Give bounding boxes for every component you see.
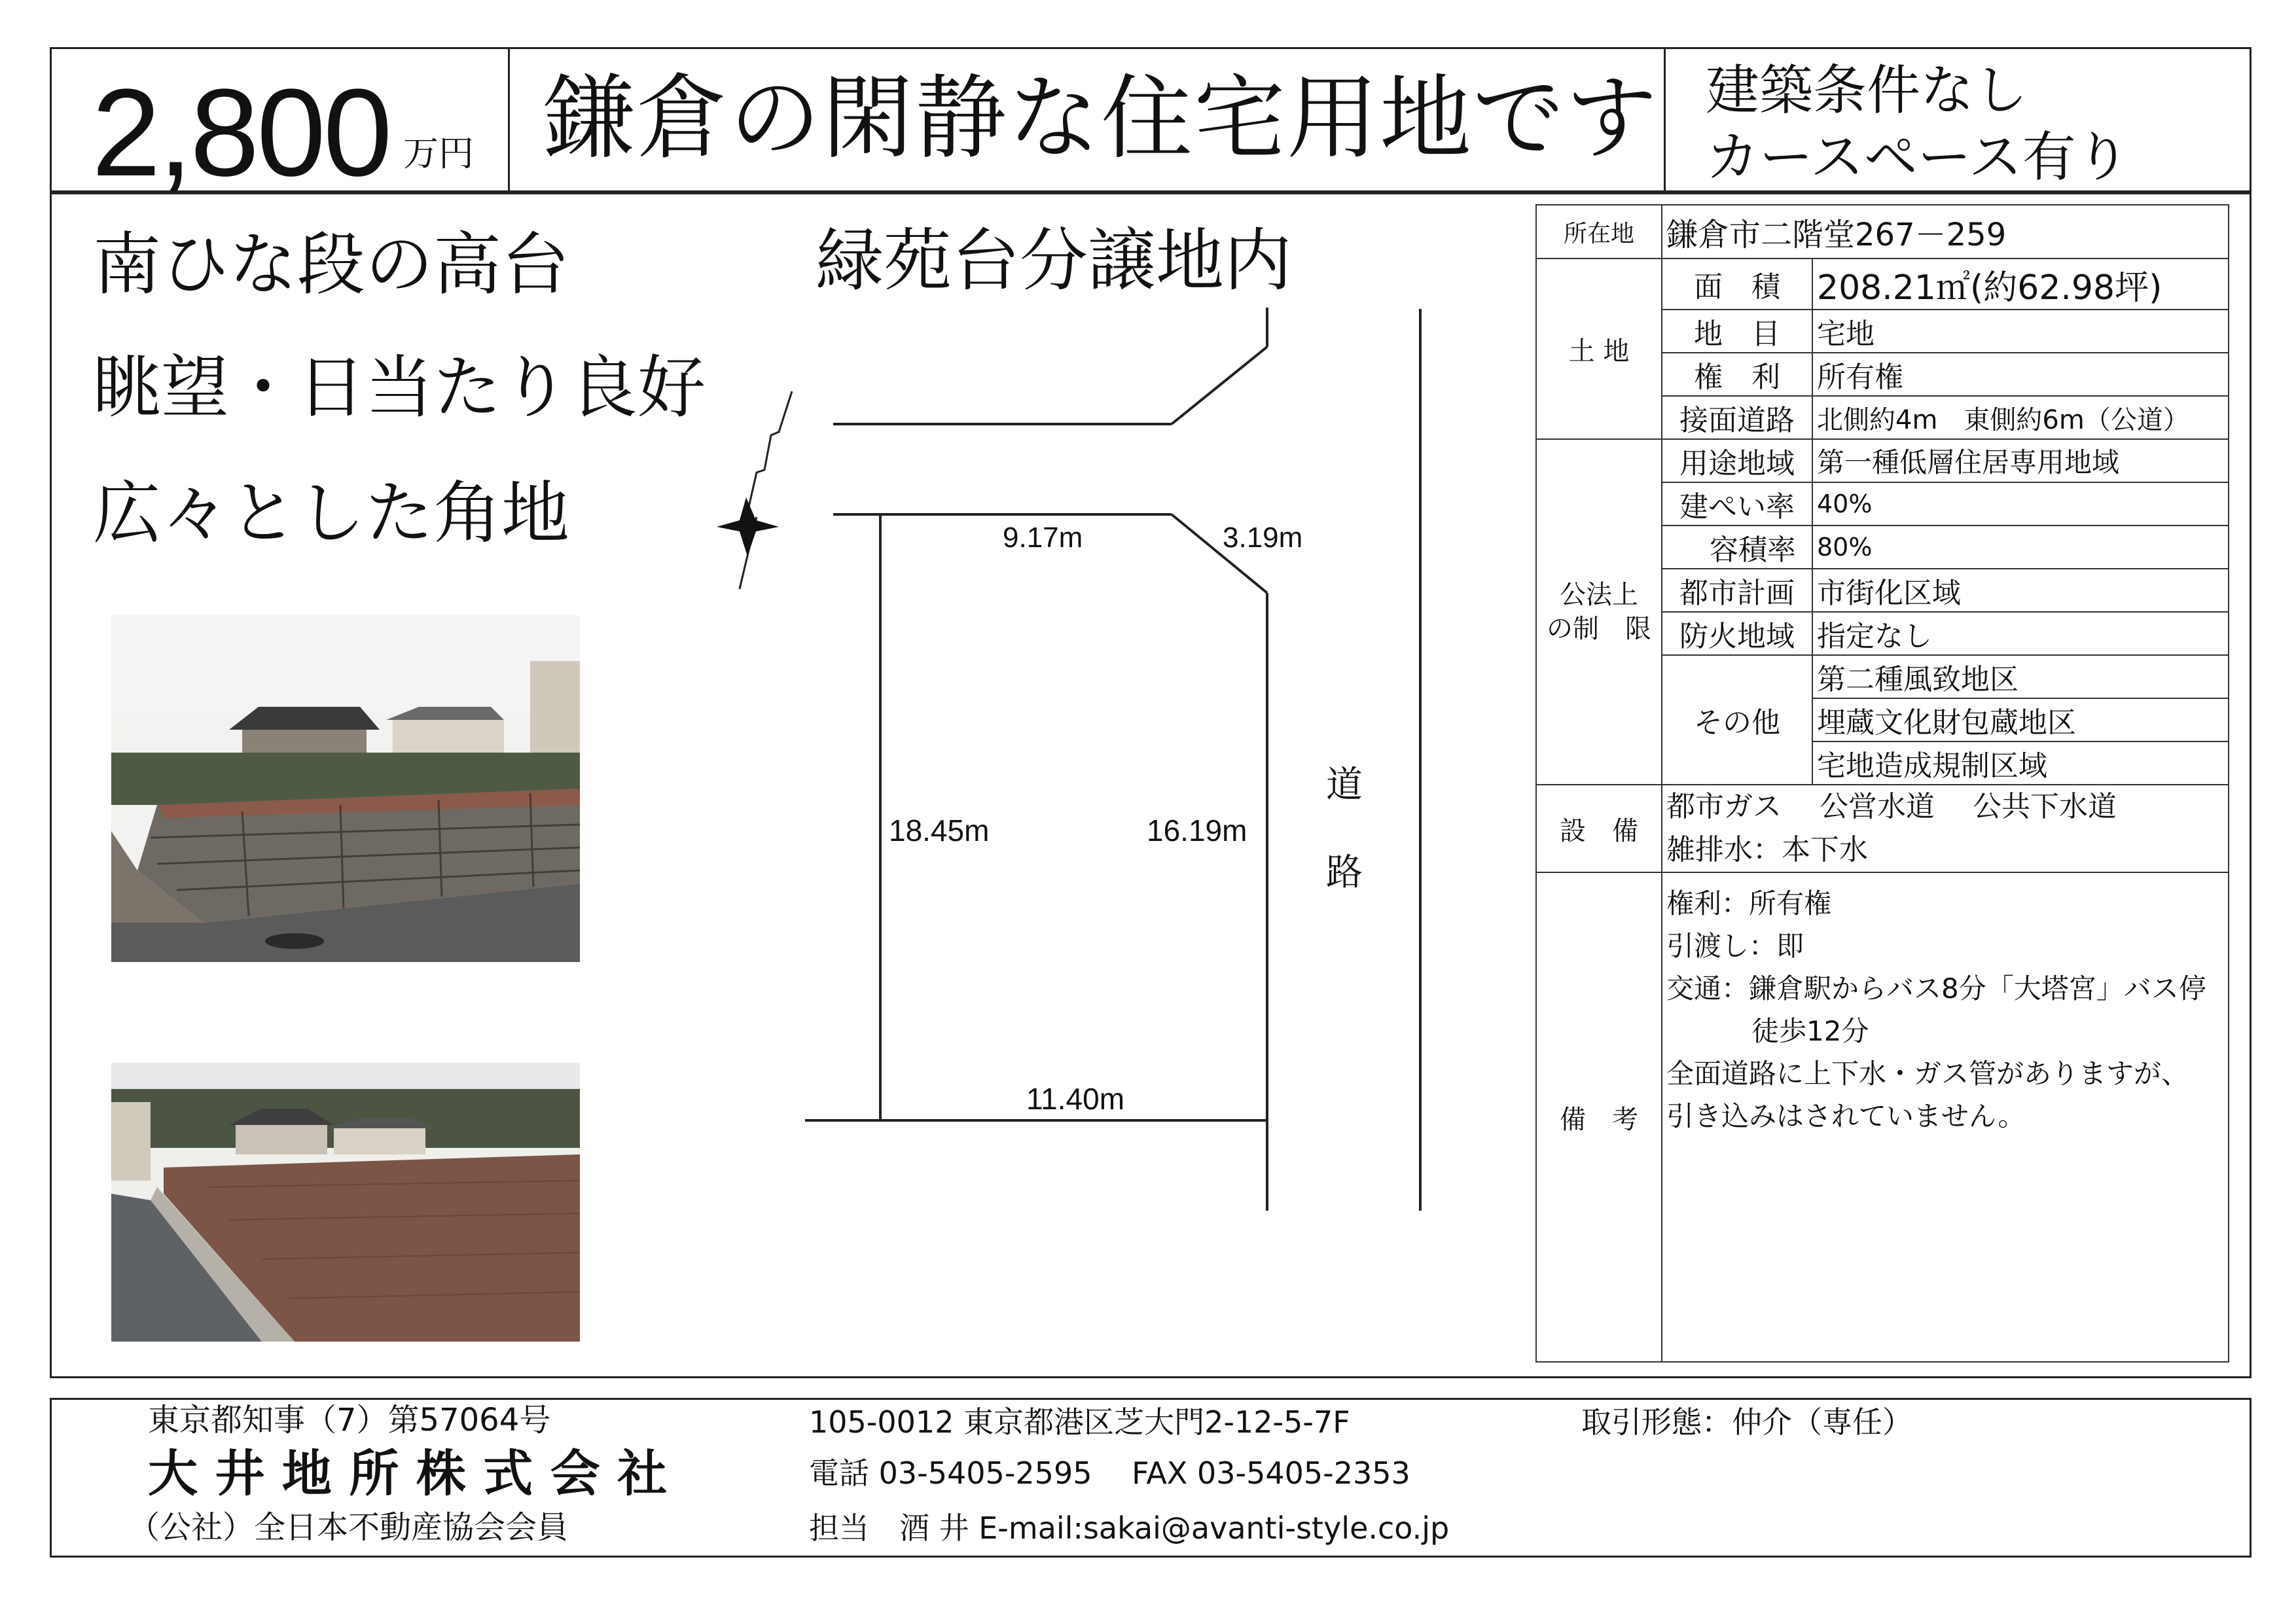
facility-value-2: 雑排水：本下水 xyxy=(1666,833,1868,866)
location-label: 所在地 xyxy=(1536,205,1662,259)
remarks-line-4: 徒歩12分 xyxy=(1751,1015,1869,1048)
license-number: 東京都知事（7）第57064号 xyxy=(148,1402,551,1438)
cityplan-value: 市街化区域 xyxy=(1812,569,2229,612)
restriction-label-line1: 公法上 xyxy=(1560,580,1638,610)
dim-left-side: 18.45m xyxy=(889,813,990,847)
road-label-2: 路 xyxy=(1326,851,1363,894)
feature-car-space: カースペース有り xyxy=(1706,126,2130,188)
facility-label: 設 備 xyxy=(1536,785,1662,872)
remarks-value xyxy=(1662,872,2229,1362)
road-access-label: 接面道路 xyxy=(1662,396,1812,439)
fire-label: 防火地域 xyxy=(1662,612,1812,655)
header-divider-1 xyxy=(508,47,510,192)
dim-corner-cut: 3.19m xyxy=(1223,522,1303,554)
location-value: 鎌倉市二階堂267－259 xyxy=(1662,205,2229,259)
facility-value xyxy=(1662,785,2229,872)
road-label-1: 道 xyxy=(1326,764,1363,806)
restriction-label-line2: の制 限 xyxy=(1547,614,1651,644)
headline: 鎌倉の閑静な住宅用地です xyxy=(543,65,1659,172)
remarks-line-3: 交通：鎌倉駅からバス8分「大塔宮」バス停 xyxy=(1666,972,2206,1005)
other-value-3: 宅地造成規制区域 xyxy=(1812,741,2229,785)
rights-value: 所有権 xyxy=(1812,353,2229,396)
zoning-value: 第一種低層住居専用地域 xyxy=(1812,439,2229,482)
bcr-value: 40% xyxy=(1812,482,2229,526)
company-address: 105-0012 東京都港区芝大門2-12-5-7F xyxy=(809,1404,1350,1440)
road-access-value: 北側約4m 東側約6m（公道） xyxy=(1812,396,2229,439)
dim-right-side: 16.19m xyxy=(1147,813,1247,847)
feature-building-condition: 建築条件なし xyxy=(1706,60,2028,122)
bcr-label: 建ぺい率 xyxy=(1662,482,1812,526)
other-value-1: 第二種風致地区 xyxy=(1812,655,2229,698)
plan-title: 緑苑台分譲地内 xyxy=(816,221,1293,300)
transaction-type: 取引形態：仲介（専任） xyxy=(1581,1404,1912,1440)
catch-copy-terrace: 南ひな段の高台 xyxy=(93,224,570,304)
price-number: 2,800 xyxy=(92,63,390,202)
association-membership: （公社）全日本不動産協会会員 xyxy=(128,1509,569,1546)
land-label: 土 地 xyxy=(1536,259,1662,439)
landcat-label: 地 目 xyxy=(1662,310,1812,353)
company-phone-fax: 電話 03-5405-2595 FAX 03-5405-2353 xyxy=(809,1455,1410,1491)
compass-star-icon xyxy=(717,497,779,556)
catch-copy-view: 眺望・日当たり良好 xyxy=(93,348,706,427)
dim-top-width: 9.17m xyxy=(1003,522,1083,554)
north-arrow-icon xyxy=(740,391,792,589)
restriction-label xyxy=(1536,439,1662,785)
far-label: 容積率 xyxy=(1662,526,1812,569)
remarks-line-6: 引き込みはされていません。 xyxy=(1666,1100,2026,1133)
rights-label: 権 利 xyxy=(1662,353,1812,396)
site-photo-wall xyxy=(111,615,580,962)
zoning-label: 用途地域 xyxy=(1662,439,1812,482)
remarks-line-5: 全面道路に上下水・ガス管がありますが、 xyxy=(1666,1058,2189,1090)
contact-person-email: 担当 酒 井 E-mail:sakai@avanti-style.co.jp xyxy=(809,1510,1450,1546)
dim-bottom-width: 11.40m xyxy=(1026,1082,1125,1116)
property-spec-table xyxy=(1535,204,2229,1363)
remarks-line-2: 引渡し：即 xyxy=(1666,930,1804,963)
remarks-label: 備 考 xyxy=(1536,872,1662,1362)
remarks-line-1: 権利：所有権 xyxy=(1666,887,1832,919)
company-name: 大 井 地 所 株 式 会 社 xyxy=(148,1444,668,1503)
fire-value: 指定なし xyxy=(1812,612,2229,655)
area-label: 面 積 xyxy=(1662,259,1812,310)
other-value-2: 埋蔵文化財包蔵地区 xyxy=(1812,698,2229,741)
catch-copy-corner: 広々とした角地 xyxy=(93,473,570,553)
landcat-value: 宅地 xyxy=(1812,310,2229,353)
cityplan-label: 都市計画 xyxy=(1662,569,1812,612)
plot-plan-drawing xyxy=(694,301,1453,1217)
other-label: その他 xyxy=(1662,655,1812,785)
price-unit: 万円 xyxy=(403,133,474,174)
area-value: 208.21㎡(約62.98坪) xyxy=(1812,259,2229,310)
header-divider-2 xyxy=(1664,47,1666,192)
facility-value-1: 都市ガス 公営水道 公共下水道 xyxy=(1666,790,2117,823)
site-photo-lot xyxy=(111,1063,580,1342)
far-value: 80% xyxy=(1812,526,2229,569)
